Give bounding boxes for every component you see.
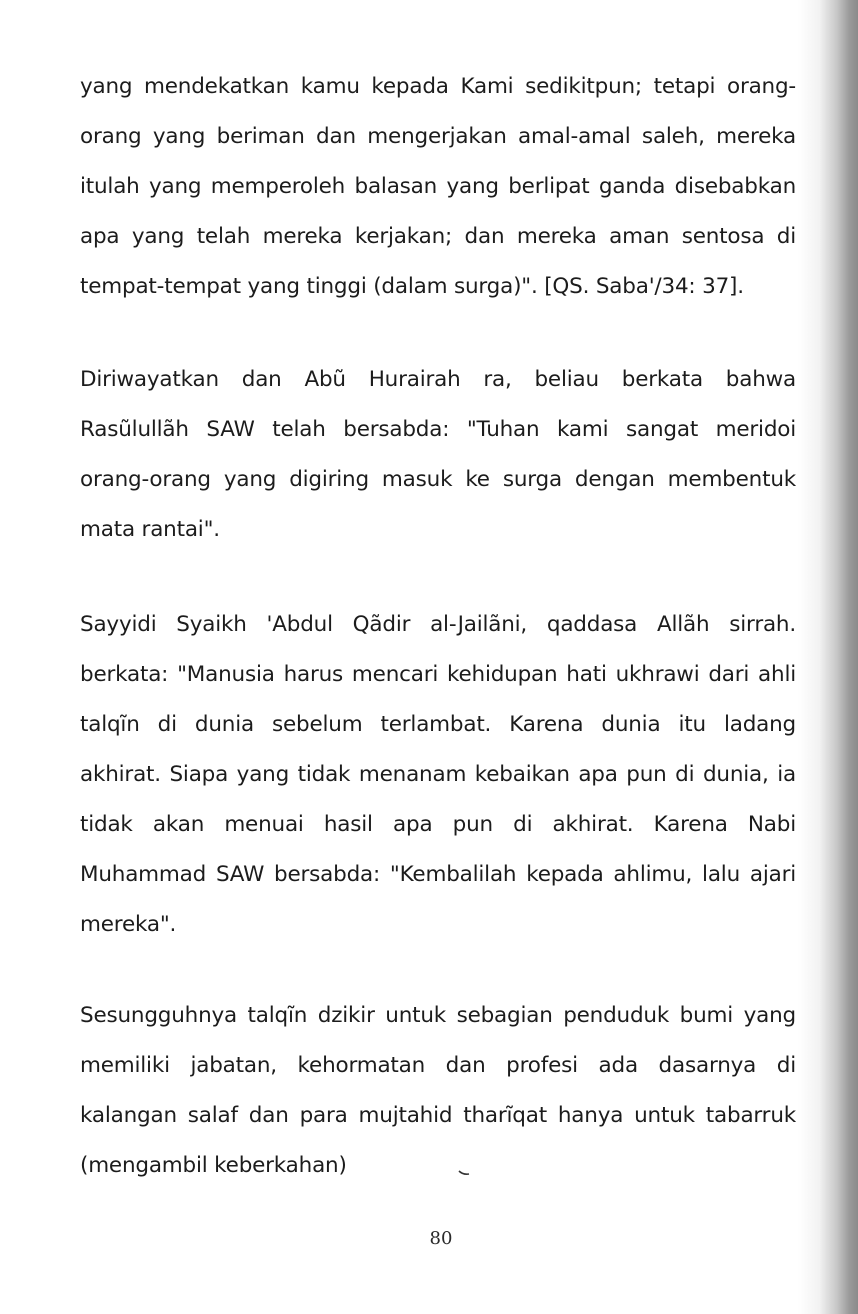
text-line: yang mendekatkan kamu kepada Kami sedikitpun; tetapi orang- — [80, 74, 796, 99]
text-line: orang-orang yang digiring masuk ke surga dengan membentuk — [80, 467, 796, 492]
text-line: Sayyidi Syaikh 'Abdul Qãdir al-Jailãni, qaddasa Allãh sirrah. — [80, 612, 796, 637]
text-line: kalangan salaf dan para mujtahid tharĩqat hanya untuk tabarruk — [80, 1103, 796, 1128]
text-line: talqĩn di dunia sebelum terlambat. Karena dunia itu ladang — [80, 712, 796, 737]
paragraph-talqin — [80, 991, 796, 1191]
paragraph-hadith — [80, 355, 796, 555]
text-line: orang yang beriman dan mengerjakan amal-amal saleh, mereka — [80, 124, 796, 149]
text-line: berkata: "Manusia harus mencari kehidupan hati ukhrawi dari ahli — [80, 662, 796, 687]
paragraph-quran-quote — [80, 62, 796, 312]
text-line: Rasũlullãh SAW telah bersabda: "Tuhan kami sangat meridoi — [80, 417, 796, 442]
text-line: tempat-tempat yang tinggi (dalam surga)". [QS. Saba'/34: 37]. — [80, 274, 744, 299]
text-line: Muhammad SAW bersabda: "Kembalilah kepada ahlimu, lalu ajari — [80, 862, 796, 887]
stray-ink-mark — [458, 1168, 470, 1178]
text-line: mereka". — [80, 912, 177, 937]
text-line: mata rantai". — [80, 517, 220, 542]
text-line: akhirat. Siapa yang tidak menanam kebaikan apa pun di dunia, ia — [80, 762, 796, 787]
text-line: itulah yang memperoleh balasan yang berlipat ganda disebabkan — [80, 174, 796, 199]
text-line: tidak akan menuai hasil apa pun di akhirat. Karena Nabi — [80, 812, 796, 837]
text-line: memiliki jabatan, kehormatan dan profesi ada dasarnya di — [80, 1053, 796, 1078]
text-line: (mengambil keberkahan) — [80, 1153, 347, 1178]
page-number: 80 — [429, 1228, 453, 1249]
text-line: apa yang telah mereka kerjakan; dan mereka aman sentosa di — [80, 224, 796, 249]
text-line: Sesungguhnya talqĩn dzikir untuk sebagian penduduk bumi yang — [80, 1003, 796, 1028]
text-line: Diriwayatkan dan Abũ Hurairah ra, beliau berkata bahwa — [80, 367, 796, 392]
paragraph-sayyidi-syaikh — [80, 600, 796, 950]
